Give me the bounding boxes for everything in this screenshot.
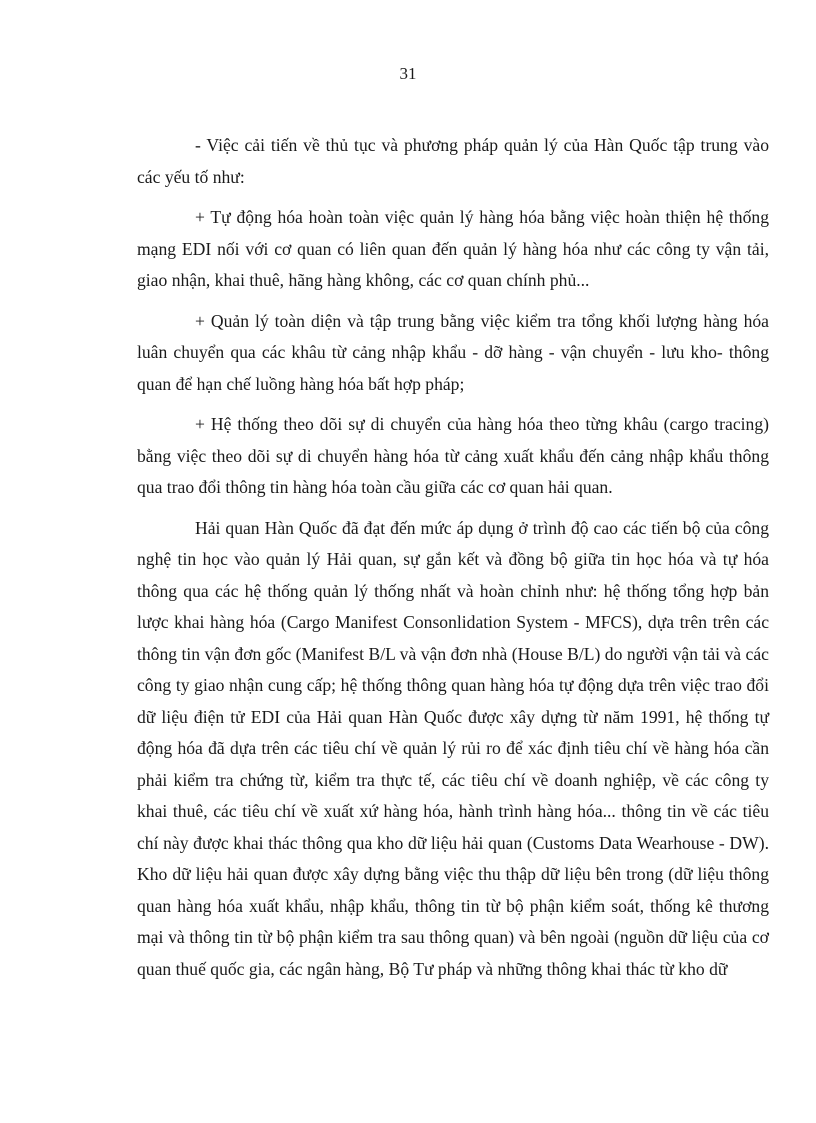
paragraph-korea-customs: Hải quan Hàn Quốc đã đạt đến mức áp dụng ở trình độ cao các tiến bộ của công nghệ tin học vào quản lý Hải quan, sự gắn kết và đồng bộ giữa tin học hóa và tự hóa thông qua các hệ thống quản lý thống nhất và hoàn chỉnh như: hệ thống tổng hợp bản lược khai hàng hóa (Cargo Manifest Consonlidation System - MFCS), dựa trên trên các thông tin vận đơn gốc (Manifest B/L và vận đơn nhà (House B/L) do người vận tải và các công ty giao nhận cung cấp; hệ thống thông quan hàng hóa tự động dựa trên việc trao đổi dữ liệu điện tử EDI của Hải quan Hàn Quốc được xây dựng từ năm 1991, hệ thống tự động hóa đã dựa trên các tiêu chí về quản lý rủi ro để xác định tiêu chí về hàng hóa cần phải kiểm tra chứng từ, kiểm tra thực tế, các tiêu chí về doanh nghiệp, về các công ty khai thuê, các tiêu chí về xuất xứ hàng hóa, hành trình hàng hóa... thông tin về các tiêu chí này được khai thác thông qua kho dữ liệu hải quan (Customs Data Wearhouse - DW). Kho dữ liệu hải quan được xây dựng bằng việc thu thập dữ liệu bên trong (dữ liệu thông quan hàng hóa xuất khẩu, nhập khẩu, thông tin từ bộ phận kiểm soát, thống kê thương mại và thông tin từ bộ phận kiểm tra sau thông quan) và bên ngoài (nguồn dữ liệu của cơ quan thuế quốc gia, các ngân hàng, Bộ Tư pháp và những thông khai thác từ kho dữ bbox=[137, 517, 769, 979]
paragraph-intro: - Việc cải tiến về thủ tục và phương pháp quản lý của Hàn Quốc tập trung vào các yếu tố như: bbox=[137, 135, 769, 187]
paragraph-comprehensive-management: + Quản lý toàn diện và tập trung bằng việc kiểm tra tổng khối lượng hàng hóa luân chuyển qua các khâu từ cảng nhập khẩu - dỡ hàng - vận chuyển - lưu kho- thông quan để hạn chế luồng hàng hóa bất hợp pháp; bbox=[137, 310, 769, 394]
paragraph-edi-automation: + Tự động hóa hoàn toàn việc quản lý hàng hóa bằng việc hoàn thiện hệ thống mạng EDI nối với cơ quan có liên quan đến quản lý hàng hóa như các công ty vận tải, giao nhận, khai thuê, hãng hàng không, các cơ quan chính phủ... bbox=[137, 207, 769, 290]
page-number: 31 bbox=[399, 64, 417, 83]
paragraph-cargo-tracing: + Hệ thống theo dõi sự di chuyển của hàng hóa theo từng khâu (cargo tracing) bằng việc theo dõi sự di chuyển hàng hóa từ cảng xuất khẩu đến cảng nhập khẩu thông qua trao đổi thông tin hàng hóa toàn cầu giữa các cơ quan hải quan. bbox=[137, 414, 769, 497]
document-body bbox=[137, 130, 769, 985]
